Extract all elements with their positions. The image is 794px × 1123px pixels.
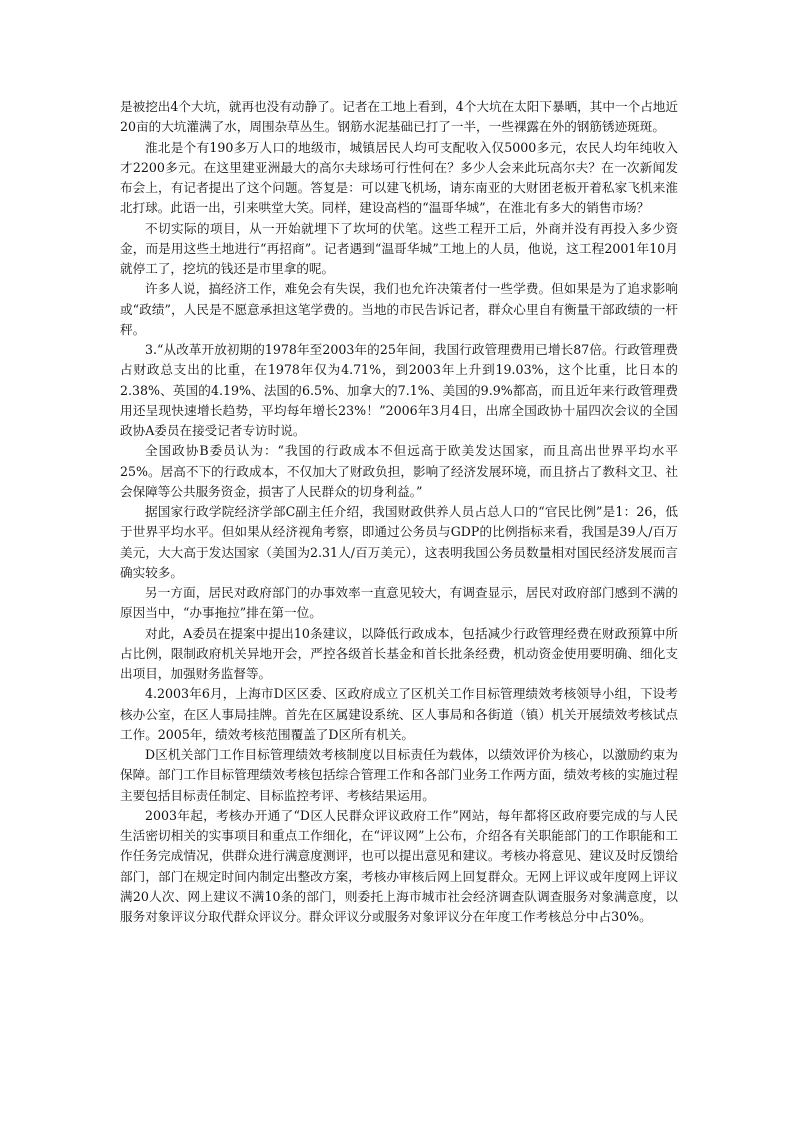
paragraph-8: 另一方面，居民对政府部门的办事效率一直意见较大，有调查显示，居民对政府部门感到不满的原因当中，“办事拖拉”排在第一位。 <box>120 585 678 621</box>
paragraph-3: 不切实际的项目，从一开始就埋下了坎坷的伏笔。这些工程开工后，外商并没有再投入多少资金，而是用这些土地进行“再招商”。记者遇到“温哥华城”工地上的人员，他说，这工程2001年10月就停工了，挖坑的钱还是市里拿的呢。 <box>120 220 678 276</box>
paragraph-10: 4.2003年6月，上海市D区区委、区政府成立了区机关工作目标管理绩效考核领导小组，下设考核办公室，在区人事局挂牌。首先在区属建设系统、区人事局和各街道（镇）机关开展绩效考核试点工作。2005年，绩效考核范围覆盖了D区所有机关。 <box>120 686 678 742</box>
paragraph-11: D区机关部门工作目标管理绩效考核制度以目标责任为载体，以绩效评价为核心，以激励约束为保障。部门工作目标管理绩效考核包括综合管理工作和各部门业务工作两方面，绩效考核的实施过程主要包括目标责任制定、目标监控考评、考核结果运用。 <box>120 747 678 803</box>
paragraph-5: 3.“从改革开放初期的1978年至2003年的25年间，我国行政管理费用已增长87倍。行政管理费占财政总支出的比重，在1978年仅为4.71%，到2003年上升到19.03%，这个比重，比日本的2.38%、英国的4.19%、法国的6.5%、加拿大的7.1%、美国的9.9%都高，而且近年来行政管理费用还呈现快速增长趋势，平均每年增长23%！”2006年3月4日，出席全国政协十届四次会议的全国政协A委员在接受记者专访时说。 <box>120 342 678 438</box>
paragraph-7: 据国家行政学院经济学部C副主任介绍，我国财政供养人员占总人口的“官民比例”是1：26，低于世界平均水平。但如果从经济视角考察，即通过公务员与GDP的比例指标来看，我国是39人/百万美元，大大高于发达国家（美国为2.31人/百万美元），这表明我国公务员数量相对国民经济发展而言确实较多。 <box>120 504 678 580</box>
paragraph-4: 许多人说，搞经济工作，难免会有失误，我们也允许决策者付一些学费。但如果是为了追求影响或“政绩”，人民是不愿意承担这笔学费的。当地的市民告诉记者，群众心里自有衡量干部政绩的一杆秤。 <box>120 281 678 337</box>
paragraph-9: 对此，A委员在提案中提出10条建议，以降低行政成本，包括减少行政管理经费在财政预算中所占比例，限制政府机关异地开会，严控各级首长基金和首长批条经费，机动资金使用要明确、细化支出项目，加强财务监督等。 <box>120 625 678 681</box>
document-body <box>120 97 678 927</box>
paragraph-12: 2003年起，考核办开通了“D区人民群众评议政府工作”网站，每年都将区政府要完成的与人民生活密切相关的实事项目和重点工作细化，在“评议网”上公布，介绍各有关职能部门的工作职能和工作任务完成情况，供群众进行满意度测评，也可以提出意见和建议。考核办将意见、建议及时反馈给部门，部门在规定时间内制定出整改方案，考核办审核后网上回复群众。无网上评议或年度网上评议满20人次、网上建议不满10条的部门，则委托上海市城市社会经济调查队调查服务对象满意度，以服务对象评议分取代群众评议分。群众评议分或服务对象评议分在年度工作考核总分中占30%。 <box>120 807 678 924</box>
paragraph-1: 是被挖出4个大坑，就再也没有动静了。记者在工地上看到，4个大坑在太阳下暴晒，其中一个占地近20亩的大坑灌满了水，周围杂草丛生。钢筋水泥基础已打了一半，一些裸露在外的钢筋锈迹斑斑。 <box>120 99 678 135</box>
paragraph-6: 全国政协B委员认为：“我国的行政成本不但远高于欧美发达国家，而且高出世界平均水平25%。居高不下的行政成本，不仅加大了财政负担，影响了经济发展环境，而且挤占了教科文卫、社会保障等公共服务资金，损害了人民群众的切身利益。” <box>120 443 678 499</box>
paragraph-2: 淮北是个有190多万人口的地级市，城镇居民人均可支配收入仅5000多元，农民人均年纯收入才2200多元。在这里建亚洲最大的高尔夫球场可行性何在？多少人会来此玩高尔夫？在一次新闻发布会上，有记者提出了这个问题。答复是：可以建飞机场，请东南亚的大财团老板开着私家飞机来淮北打球。此语一出，引来哄堂大笑。同样，建设高档的“温哥华城”，在淮北有多大的销售市场？ <box>120 139 678 216</box>
